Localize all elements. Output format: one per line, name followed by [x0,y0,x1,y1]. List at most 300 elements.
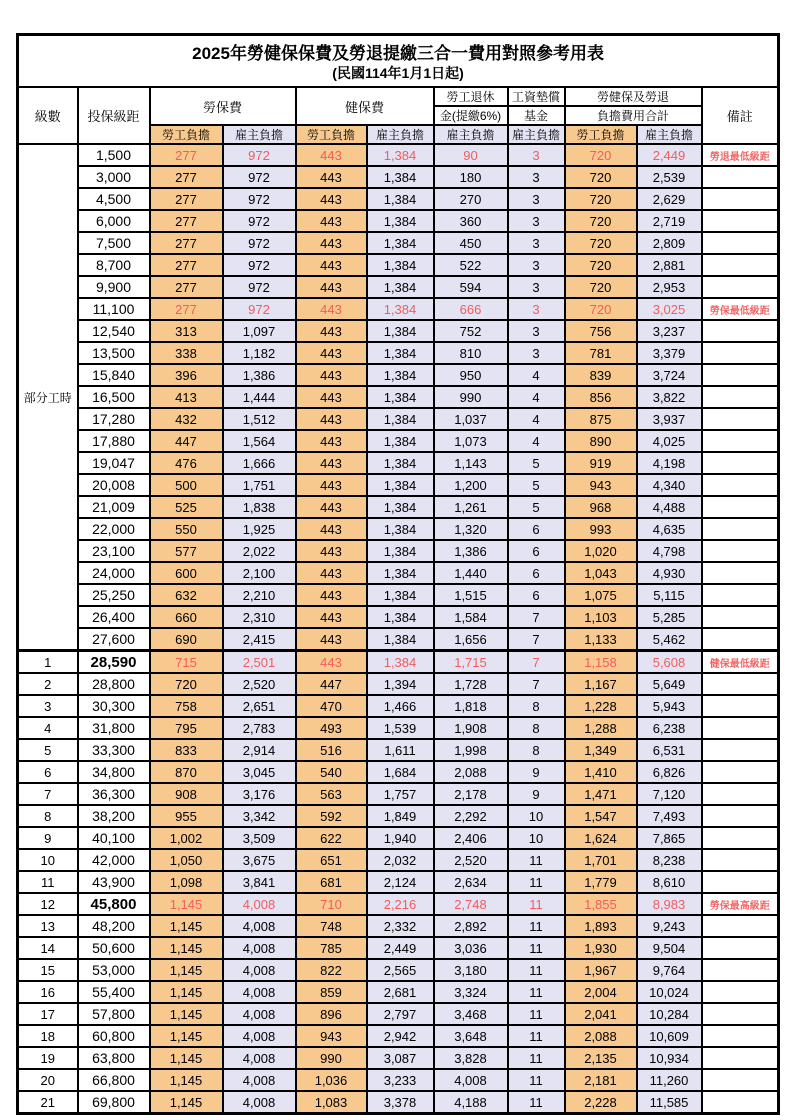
table-row [18,540,779,562]
table-row [18,584,779,606]
pension-employer-cell: 950 [434,364,508,386]
health-ins-employee-cell: 443 [296,562,367,584]
labor-ins-employee-cell: 1,145 [150,1025,223,1047]
health-ins-employee-cell: 443 [296,584,367,606]
labor-ins-employee-cell: 277 [150,144,223,166]
labor-ins-employer-cell: 4,008 [223,1025,296,1047]
note-cell [702,628,779,651]
health-ins-employee-cell: 822 [296,959,367,981]
note-cell: 勞保最低級距 [702,298,779,320]
bracket-cell: 25,250 [78,584,150,606]
labor-ins-employee-cell: 277 [150,166,223,188]
wage-fund-employer-cell: 4 [508,364,565,386]
table-row [18,342,779,364]
pension-employer-cell: 3,180 [434,959,508,981]
wage-fund-employer-cell: 3 [508,232,565,254]
health-ins-employee-cell: 443 [296,408,367,430]
note-cell [702,1047,779,1069]
bracket-cell: 4,500 [78,188,150,210]
labor-ins-employer-cell: 3,045 [223,761,296,783]
health-ins-employer-cell: 1,384 [367,430,434,452]
bracket-cell: 11,100 [78,298,150,320]
total-employer-cell: 8,238 [637,849,702,871]
labor-ins-employer-cell: 4,008 [223,915,296,937]
health-ins-employer-cell: 2,797 [367,1003,434,1025]
total-employer-cell: 4,340 [637,474,702,496]
health-ins-employee-cell: 443 [296,144,367,166]
level-cell: 12 [18,893,78,915]
level-cell: 21 [18,1091,78,1114]
bracket-cell: 55,400 [78,981,150,1003]
total-employer-cell: 2,629 [637,188,702,210]
total-employer-cell: 5,285 [637,606,702,628]
total-employer-cell: 5,115 [637,584,702,606]
wage-fund-employer-cell: 11 [508,959,565,981]
header-total-line1: 勞健保及勞退 [565,87,702,106]
health-ins-employer-cell: 2,124 [367,871,434,893]
note-cell [702,915,779,937]
table-row [18,827,779,849]
note-cell [702,496,779,518]
labor-ins-employer-cell: 1,751 [223,474,296,496]
labor-ins-employer-cell: 972 [223,188,296,210]
labor-ins-employer-cell: 4,008 [223,981,296,1003]
health-ins-employee-cell: 443 [296,496,367,518]
header-level: 級數 [18,87,78,144]
level-cell: 20 [18,1069,78,1091]
labor-ins-employer-cell: 972 [223,166,296,188]
pension-employer-cell: 3,648 [434,1025,508,1047]
note-cell [702,783,779,805]
total-employee-cell: 890 [565,430,637,452]
note-cell [702,1091,779,1114]
table-row [18,562,779,584]
bracket-cell: 17,280 [78,408,150,430]
labor-ins-employee-cell: 447 [150,430,223,452]
labor-ins-employee-cell: 277 [150,232,223,254]
labor-ins-employee-cell: 690 [150,628,223,651]
health-ins-employee-cell: 443 [296,210,367,232]
labor-ins-employer-cell: 3,176 [223,783,296,805]
health-ins-employer-cell: 1,384 [367,518,434,540]
bracket-cell: 12,540 [78,320,150,342]
table-row [18,166,779,188]
pension-employer-cell: 1,320 [434,518,508,540]
total-employer-cell: 5,462 [637,628,702,651]
note-cell [702,761,779,783]
health-ins-employer-cell: 1,757 [367,783,434,805]
labor-ins-employer-cell: 1,838 [223,496,296,518]
health-ins-employee-cell: 710 [296,893,367,915]
total-employer-cell: 3,237 [637,320,702,342]
health-ins-employee-cell: 681 [296,871,367,893]
total-employee-cell: 1,349 [565,739,637,761]
wage-fund-employer-cell: 3 [508,144,565,166]
note-cell [702,606,779,628]
subheader-labor-employer: 雇主負擔 [223,125,296,144]
health-ins-employer-cell: 1,384 [367,562,434,584]
health-ins-employee-cell: 651 [296,849,367,871]
total-employer-cell: 11,585 [637,1091,702,1114]
total-employer-cell: 10,609 [637,1025,702,1047]
pension-employer-cell: 1,073 [434,430,508,452]
total-employer-cell: 5,608 [637,651,702,674]
total-employee-cell: 720 [565,232,637,254]
labor-ins-employee-cell: 1,145 [150,1069,223,1091]
level-cell: 8 [18,805,78,827]
pension-employer-cell: 594 [434,276,508,298]
health-ins-employer-cell: 3,087 [367,1047,434,1069]
health-ins-employee-cell: 443 [296,430,367,452]
labor-ins-employer-cell: 2,415 [223,628,296,651]
bracket-cell: 22,000 [78,518,150,540]
total-employer-cell: 3,724 [637,364,702,386]
wage-fund-employer-cell: 11 [508,1025,565,1047]
total-employer-cell: 2,719 [637,210,702,232]
health-ins-employer-cell: 1,384 [367,540,434,562]
bracket-cell: 16,500 [78,386,150,408]
table-row [18,474,779,496]
pension-employer-cell: 2,178 [434,783,508,805]
labor-ins-employer-cell: 3,841 [223,871,296,893]
pension-employer-cell: 1,515 [434,584,508,606]
pension-employer-cell: 3,036 [434,937,508,959]
total-employee-cell: 756 [565,320,637,342]
labor-ins-employer-cell: 2,100 [223,562,296,584]
total-employer-cell: 9,243 [637,915,702,937]
note-cell [702,739,779,761]
labor-ins-employee-cell: 313 [150,320,223,342]
pension-employer-cell: 1,386 [434,540,508,562]
wage-fund-employer-cell: 5 [508,496,565,518]
level-cell: 16 [18,981,78,1003]
health-ins-employee-cell: 443 [296,320,367,342]
labor-ins-employer-cell: 4,008 [223,1047,296,1069]
total-employee-cell: 1,624 [565,827,637,849]
health-ins-employee-cell: 443 [296,254,367,276]
table-row [18,651,779,674]
pension-employer-cell: 1,715 [434,651,508,674]
table-row [18,386,779,408]
labor-ins-employee-cell: 577 [150,540,223,562]
labor-ins-employee-cell: 277 [150,254,223,276]
bracket-cell: 45,800 [78,893,150,915]
total-employee-cell: 1,893 [565,915,637,937]
note-cell [702,474,779,496]
total-employer-cell: 4,488 [637,496,702,518]
total-employee-cell: 1,779 [565,871,637,893]
pension-employer-cell: 1,998 [434,739,508,761]
table-row [18,1047,779,1069]
bracket-cell: 7,500 [78,232,150,254]
labor-ins-employee-cell: 1,145 [150,1047,223,1069]
labor-ins-employee-cell: 1,145 [150,1003,223,1025]
level-cell: 9 [18,827,78,849]
total-employee-cell: 2,041 [565,1003,637,1025]
health-ins-employer-cell: 1,384 [367,606,434,628]
health-ins-employer-cell: 1,384 [367,628,434,651]
level-cell: 7 [18,783,78,805]
labor-ins-employee-cell: 500 [150,474,223,496]
pension-employer-cell: 2,292 [434,805,508,827]
pension-employer-cell: 360 [434,210,508,232]
note-cell: 勞保最高級距 [702,893,779,915]
total-employee-cell: 943 [565,474,637,496]
bracket-cell: 48,200 [78,915,150,937]
total-employee-cell: 2,088 [565,1025,637,1047]
total-employer-cell: 7,865 [637,827,702,849]
bracket-cell: 66,800 [78,1069,150,1091]
total-employee-cell: 1,471 [565,783,637,805]
labor-ins-employee-cell: 550 [150,518,223,540]
bracket-cell: 60,800 [78,1025,150,1047]
total-employer-cell: 9,504 [637,937,702,959]
table-row [18,783,779,805]
wage-fund-employer-cell: 3 [508,166,565,188]
pension-employer-cell: 180 [434,166,508,188]
health-ins-employee-cell: 516 [296,739,367,761]
total-employee-cell: 1,158 [565,651,637,674]
wage-fund-employer-cell: 7 [508,628,565,651]
pension-employer-cell: 2,088 [434,761,508,783]
labor-ins-employer-cell: 1,666 [223,452,296,474]
level-cell: 14 [18,937,78,959]
bracket-cell: 43,900 [78,871,150,893]
note-cell [702,717,779,739]
pension-employer-cell: 1,908 [434,717,508,739]
pension-employer-cell: 4,188 [434,1091,508,1114]
header-health-insurance: 健保費 [296,87,434,125]
health-ins-employee-cell: 443 [296,298,367,320]
total-employer-cell: 6,238 [637,717,702,739]
health-ins-employer-cell: 1,384 [367,342,434,364]
total-employee-cell: 720 [565,276,637,298]
wage-fund-employer-cell: 3 [508,254,565,276]
labor-ins-employee-cell: 600 [150,562,223,584]
note-cell [702,166,779,188]
health-ins-employer-cell: 3,233 [367,1069,434,1091]
total-employee-cell: 1,547 [565,805,637,827]
bracket-cell: 36,300 [78,783,150,805]
table-row [18,144,779,166]
labor-ins-employee-cell: 1,145 [150,893,223,915]
health-ins-employer-cell: 1,384 [367,452,434,474]
health-ins-employee-cell: 540 [296,761,367,783]
wage-fund-employer-cell: 8 [508,739,565,761]
labor-ins-employee-cell: 1,050 [150,849,223,871]
labor-ins-employer-cell: 1,386 [223,364,296,386]
labor-ins-employer-cell: 2,310 [223,606,296,628]
health-ins-employee-cell: 1,083 [296,1091,367,1114]
health-ins-employer-cell: 1,611 [367,739,434,761]
header-note: 備註 [702,87,779,144]
total-employee-cell: 2,228 [565,1091,637,1114]
subheader-total-employer: 雇主負擔 [637,125,702,144]
health-ins-employer-cell: 2,942 [367,1025,434,1047]
table-row [18,430,779,452]
title-row [18,35,779,88]
health-ins-employer-cell: 1,384 [367,166,434,188]
wage-fund-employer-cell: 6 [508,562,565,584]
wage-fund-employer-cell: 11 [508,871,565,893]
total-employee-cell: 1,855 [565,893,637,915]
level-cell: 3 [18,695,78,717]
subheader-health-employee: 勞工負擔 [296,125,367,144]
part-time-label: 部分工時 [18,144,78,651]
bracket-cell: 50,600 [78,937,150,959]
page-subtitle: (民國114年1月1日起) [332,65,464,82]
note-cell [702,254,779,276]
labor-ins-employee-cell: 338 [150,342,223,364]
total-employer-cell: 3,937 [637,408,702,430]
wage-fund-employer-cell: 5 [508,452,565,474]
header-bracket: 投保級距 [78,87,150,144]
pension-employer-cell: 990 [434,386,508,408]
table-row [18,673,779,695]
bracket-cell: 21,009 [78,496,150,518]
pension-employer-cell: 2,406 [434,827,508,849]
total-employer-cell: 2,539 [637,166,702,188]
health-ins-employee-cell: 748 [296,915,367,937]
bracket-cell: 28,800 [78,673,150,695]
bracket-cell: 27,600 [78,628,150,651]
health-ins-employer-cell: 1,384 [367,276,434,298]
note-cell [702,430,779,452]
wage-fund-employer-cell: 3 [508,276,565,298]
health-ins-employer-cell: 1,849 [367,805,434,827]
table-row [18,695,779,717]
note-cell [702,386,779,408]
bracket-cell: 19,047 [78,452,150,474]
total-employer-cell: 2,809 [637,232,702,254]
total-employer-cell: 4,798 [637,540,702,562]
labor-ins-employee-cell: 1,145 [150,959,223,981]
health-ins-employee-cell: 785 [296,937,367,959]
note-cell [702,827,779,849]
health-ins-employer-cell: 1,384 [367,364,434,386]
labor-ins-employee-cell: 660 [150,606,223,628]
health-ins-employee-cell: 1,036 [296,1069,367,1091]
wage-fund-employer-cell: 9 [508,783,565,805]
wage-fund-employer-cell: 11 [508,937,565,959]
note-cell: 勞退最低級距 [702,144,779,166]
total-employer-cell: 10,934 [637,1047,702,1069]
labor-ins-employee-cell: 720 [150,673,223,695]
pension-employer-cell: 1,656 [434,628,508,651]
table-row [18,959,779,981]
table-row [18,518,779,540]
health-ins-employee-cell: 443 [296,452,367,474]
bracket-cell: 24,000 [78,562,150,584]
bracket-cell: 31,800 [78,717,150,739]
level-cell: 4 [18,717,78,739]
total-employer-cell: 2,449 [637,144,702,166]
pension-employer-cell: 4,008 [434,1069,508,1091]
table-row [18,232,779,254]
health-ins-employer-cell: 1,384 [367,298,434,320]
bracket-cell: 9,900 [78,276,150,298]
wage-fund-employer-cell: 11 [508,1047,565,1069]
labor-ins-employee-cell: 908 [150,783,223,805]
header-total-line2: 負擔費用合計 [565,106,702,125]
table-row [18,496,779,518]
note-cell [702,342,779,364]
bracket-cell: 17,880 [78,430,150,452]
pension-employer-cell: 2,748 [434,893,508,915]
health-ins-employer-cell: 1,384 [367,232,434,254]
total-employee-cell: 720 [565,254,637,276]
table-row [18,628,779,651]
health-ins-employee-cell: 470 [296,695,367,717]
total-employee-cell: 1,043 [565,562,637,584]
wage-fund-employer-cell: 11 [508,1003,565,1025]
wage-fund-employer-cell: 11 [508,1091,565,1114]
labor-ins-employer-cell: 1,182 [223,342,296,364]
wage-fund-employer-cell: 7 [508,673,565,695]
pension-employer-cell: 810 [434,342,508,364]
pension-employer-cell: 2,892 [434,915,508,937]
total-employer-cell: 4,635 [637,518,702,540]
total-employee-cell: 720 [565,188,637,210]
pension-employer-cell: 2,520 [434,849,508,871]
wage-fund-employer-cell: 7 [508,606,565,628]
labor-ins-employee-cell: 476 [150,452,223,474]
wage-fund-employer-cell: 7 [508,651,565,674]
pension-employer-cell: 1,728 [434,673,508,695]
table-row [18,761,779,783]
table-row [18,606,779,628]
total-employee-cell: 781 [565,342,637,364]
note-cell [702,562,779,584]
labor-ins-employer-cell: 2,210 [223,584,296,606]
bracket-cell: 53,000 [78,959,150,981]
health-ins-employer-cell: 1,384 [367,474,434,496]
labor-ins-employee-cell: 955 [150,805,223,827]
pension-employer-cell: 1,200 [434,474,508,496]
header-wage-fund-line1: 工資墊償 [508,87,565,106]
labor-ins-employer-cell: 1,444 [223,386,296,408]
pension-employer-cell: 1,037 [434,408,508,430]
health-ins-employee-cell: 443 [296,540,367,562]
wage-fund-employer-cell: 3 [508,342,565,364]
health-ins-employer-cell: 1,466 [367,695,434,717]
wage-fund-employer-cell: 3 [508,320,565,342]
table-row [18,188,779,210]
total-employee-cell: 1,410 [565,761,637,783]
pension-employer-cell: 1,818 [434,695,508,717]
table-row [18,408,779,430]
wage-fund-employer-cell: 3 [508,210,565,232]
bracket-cell: 30,300 [78,695,150,717]
labor-ins-employee-cell: 795 [150,717,223,739]
wage-fund-employer-cell: 3 [508,298,565,320]
health-ins-employer-cell: 1,394 [367,673,434,695]
note-cell [702,364,779,386]
health-ins-employer-cell: 1,384 [367,210,434,232]
total-employer-cell: 8,610 [637,871,702,893]
wage-fund-employer-cell: 11 [508,1069,565,1091]
labor-ins-employer-cell: 4,008 [223,937,296,959]
total-employee-cell: 2,181 [565,1069,637,1091]
total-employee-cell: 1,133 [565,628,637,651]
total-employee-cell: 919 [565,452,637,474]
total-employee-cell: 1,228 [565,695,637,717]
total-employer-cell: 6,531 [637,739,702,761]
pension-employer-cell: 90 [434,144,508,166]
bracket-cell: 3,000 [78,166,150,188]
total-employer-cell: 4,198 [637,452,702,474]
labor-ins-employer-cell: 972 [223,298,296,320]
